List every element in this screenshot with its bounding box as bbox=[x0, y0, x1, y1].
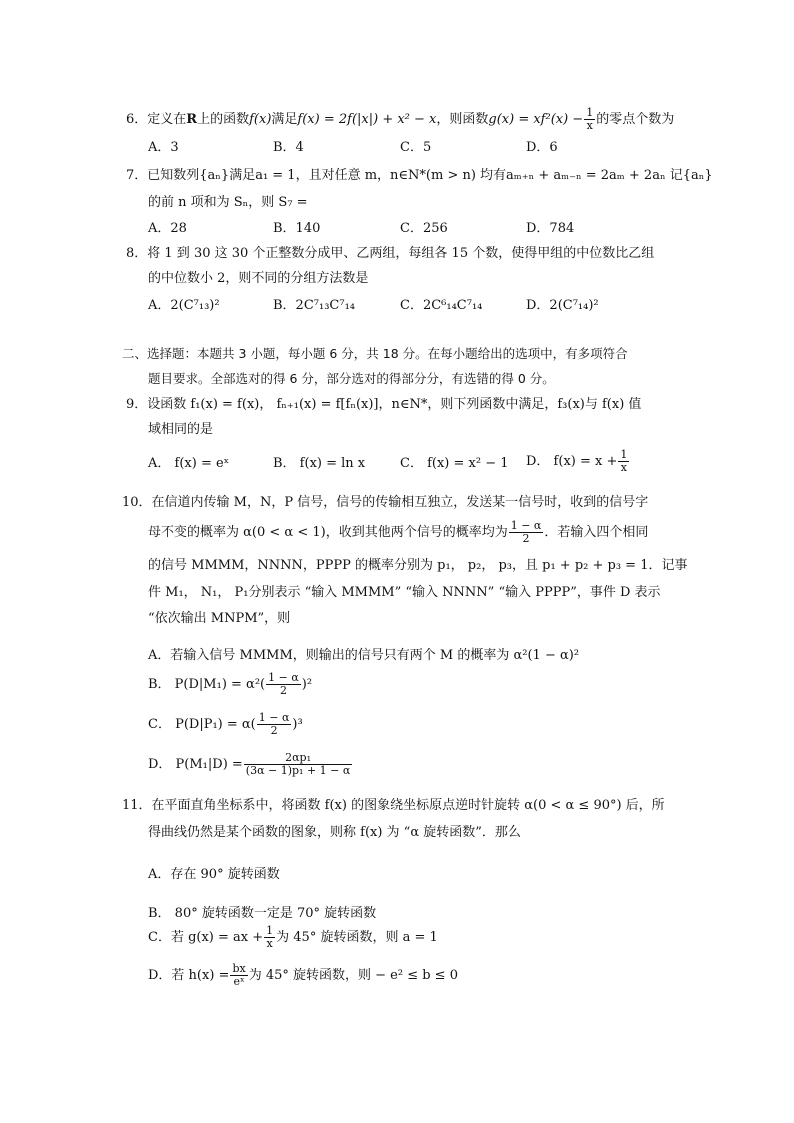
q7-option-b: B．140 bbox=[273, 221, 321, 236]
q6-frac-den: x bbox=[586, 119, 593, 132]
q10-option-d bbox=[148, 752, 353, 777]
q10-line2-frac-den: 2 bbox=[522, 532, 530, 545]
q10-line2-text: 母不变的概率为 α(0 < α < 1)，收到其他两个信号的概率均为 bbox=[148, 525, 508, 540]
q10-option-d-frac bbox=[244, 752, 353, 777]
q10-option-b bbox=[148, 672, 312, 697]
q8-option-d: D．2(C⁷₁₄)² bbox=[526, 298, 599, 313]
q10-option-d-frac-num: 2αp₁ bbox=[244, 752, 353, 765]
q8-option-b: B．2C⁷₁₃C⁷₁₄ bbox=[273, 298, 355, 313]
q10-option-b-frac-den: 2 bbox=[279, 684, 287, 697]
q10-option-b-frac-num: 1 − α bbox=[268, 671, 299, 684]
q9-option-a: A． f(x) = eˣ bbox=[148, 456, 230, 471]
q6-eq: f(x) = 2f(|x|) + x² − x bbox=[297, 112, 437, 127]
q10-option-d-frac-den: (3α − 1)p₁ + 1 − α bbox=[245, 764, 351, 777]
q11-line1: 11．在平面直角坐标系中，将函数 f(x) 的图象绕坐标原点逆时针旋转 α(0 < α ≤ 90°) 后，所 bbox=[122, 798, 665, 813]
q6-gx: g(x) = xf²(x) − bbox=[488, 112, 584, 127]
q10-option-a: A．若输入信号 MMMM，则输出的信号只有两个 M 的概率为 α²(1 − α)² bbox=[148, 648, 580, 663]
q6-stem bbox=[126, 107, 674, 132]
q10-option-c-frac bbox=[257, 712, 292, 737]
q6-lead: 6．定义在 bbox=[126, 112, 187, 127]
q7-option-a: A．28 bbox=[148, 221, 187, 236]
q8-line2: 的中位数小 2，则不同的分组方法数是 bbox=[148, 271, 369, 286]
q10-option-c-frac-num: 1 − α bbox=[258, 711, 290, 724]
q11-option-c-frac-num: 1 bbox=[266, 924, 274, 937]
q11-option-c-frac-den: x bbox=[266, 937, 273, 950]
q9-option-d bbox=[526, 449, 630, 474]
q11-option-a: A．存在 90° 旋转函数 bbox=[148, 867, 280, 882]
q6-mid3: ，则函数 bbox=[436, 112, 489, 127]
q11-option-c bbox=[148, 925, 438, 950]
q11-option-d-frac-den: eˣ bbox=[233, 975, 245, 988]
q7-option-c: C．256 bbox=[400, 221, 448, 236]
q9-line2: 域相同的是 bbox=[148, 422, 214, 437]
q8-line1: 8．将 1 到 30 这 30 个正整数分成甲、乙两组，每组各 15 个数，使得甲组的中位数比乙组 bbox=[126, 246, 655, 261]
q11-option-b: B． 80° 旋转函数一定是 70° 旋转函数 bbox=[148, 906, 377, 921]
q11-option-c-post: 为 45° 旋转函数，则 a = 1 bbox=[276, 930, 438, 945]
q7-line1: 7．已知数列{aₙ}满足a₁ = 1，且对任意 m，n∈N*(m > n) 均有aₘ₊ₙ + aₘ₋ₙ = 2aₘ + 2aₙ 记{aₙ} bbox=[126, 168, 713, 183]
q10-line1: 10．在信道内传输 M，N，P 信号，信号的传输相互独立，发送某一信号时，收到的信号字 bbox=[122, 495, 649, 510]
q9-option-d-frac-num: 1 bbox=[620, 448, 628, 461]
q6-mid2: 满足 bbox=[271, 112, 298, 127]
q6-mid1: 上的函数 bbox=[197, 112, 250, 127]
q11-option-c-frac bbox=[264, 925, 275, 950]
q10-line4: 件 M₁， N₁， P₁分别表示 “输入 MMMM” “输入 NNNN” “输入 PPPP”，事件 D 表示 bbox=[148, 585, 661, 600]
q10-option-d-pre: D． P(M₁|D) = bbox=[148, 757, 243, 772]
q9-option-b: B． f(x) = ln x bbox=[273, 456, 366, 471]
q6-tail: 的零点个数为 bbox=[596, 112, 675, 127]
q11-line2: 得曲线仍然是某个函数的图象，则称 f(x) 为 “α 旋转函数”．那么 bbox=[148, 825, 521, 840]
q10-option-b-frac bbox=[266, 672, 301, 697]
q11-option-d bbox=[148, 963, 458, 988]
q10-option-b-pre: B． P(D|M₁) = α²( bbox=[148, 677, 266, 692]
q6-option-a: A．3 bbox=[148, 140, 179, 155]
q7-line2: 的前 n 项和为 Sₙ，则 S₇ = bbox=[148, 195, 308, 210]
q10-option-c-pre: C． P(D|P₁) = α( bbox=[148, 717, 256, 732]
q6-option-d: D．6 bbox=[526, 140, 558, 155]
q10-option-c bbox=[148, 712, 303, 737]
q10-line5: “依次输出 MNPM”，则 bbox=[148, 611, 291, 626]
q6-option-b: B．4 bbox=[273, 140, 304, 155]
q10-line3: 的信号 MMMM，NNNN，PPPP 的概率分别为 p₁， p₂， p₃，且 p₁ + p₂ + p₃ = 1．记事 bbox=[148, 558, 688, 573]
q10-option-c-post: )³ bbox=[292, 717, 303, 732]
q11-option-d-frac-num: bx bbox=[232, 962, 246, 975]
q11-option-d-post: 为 45° 旋转函数，则 − e² ≤ b ≤ 0 bbox=[248, 968, 458, 983]
q9-line1: 9．设函数 f₁(x) = f(x)， fₙ₊₁(x) = f[fₙ(x)]，n∈N*，则下列函数中满足，f₃(x)与 f(x) 值 bbox=[126, 397, 642, 412]
q6-frac-num: 1 bbox=[586, 106, 594, 119]
q10-line2-frac-num: 1 − α bbox=[510, 519, 542, 532]
q10-line2-frac bbox=[509, 520, 544, 545]
q10-option-c-frac-den: 2 bbox=[270, 724, 278, 737]
q9-option-d-text: D． f(x) = x + bbox=[526, 454, 618, 469]
q6-option-c: C．5 bbox=[400, 140, 432, 155]
q11-option-d-pre: D．若 h(x) = bbox=[148, 968, 230, 983]
q11-option-d-frac bbox=[230, 963, 247, 988]
q11-option-c-pre: C．若 g(x) = ax + bbox=[148, 930, 264, 945]
q10-line2 bbox=[148, 520, 648, 545]
q10-option-b-post: )² bbox=[301, 677, 313, 692]
q8-option-a: A．2(C⁷₁₃)² bbox=[148, 298, 220, 313]
q8-option-c: C．2C⁶₁₄C⁷₁₄ bbox=[400, 298, 483, 313]
q9-option-d-frac bbox=[618, 449, 629, 474]
q6-R: R bbox=[186, 112, 198, 127]
section2-line1: 二、选择题：本题共 3 小题，每小题 6 分，共 18 分。在每小题给出的选项中，有多项符合 bbox=[122, 346, 628, 361]
q10-line2-tail: ．若输入四个相同 bbox=[544, 525, 649, 540]
q9-option-d-frac-den: x bbox=[620, 461, 627, 474]
q9-option-c: C． f(x) = x² − 1 bbox=[400, 456, 509, 471]
q6-frac bbox=[584, 107, 595, 132]
section2-line2: 题目要求。全部选对的得 6 分，部分选对的得部分分，有选错的得 0 分。 bbox=[148, 371, 555, 386]
q6-fx: f(x) bbox=[249, 112, 272, 127]
q7-option-d: D．784 bbox=[526, 221, 575, 236]
